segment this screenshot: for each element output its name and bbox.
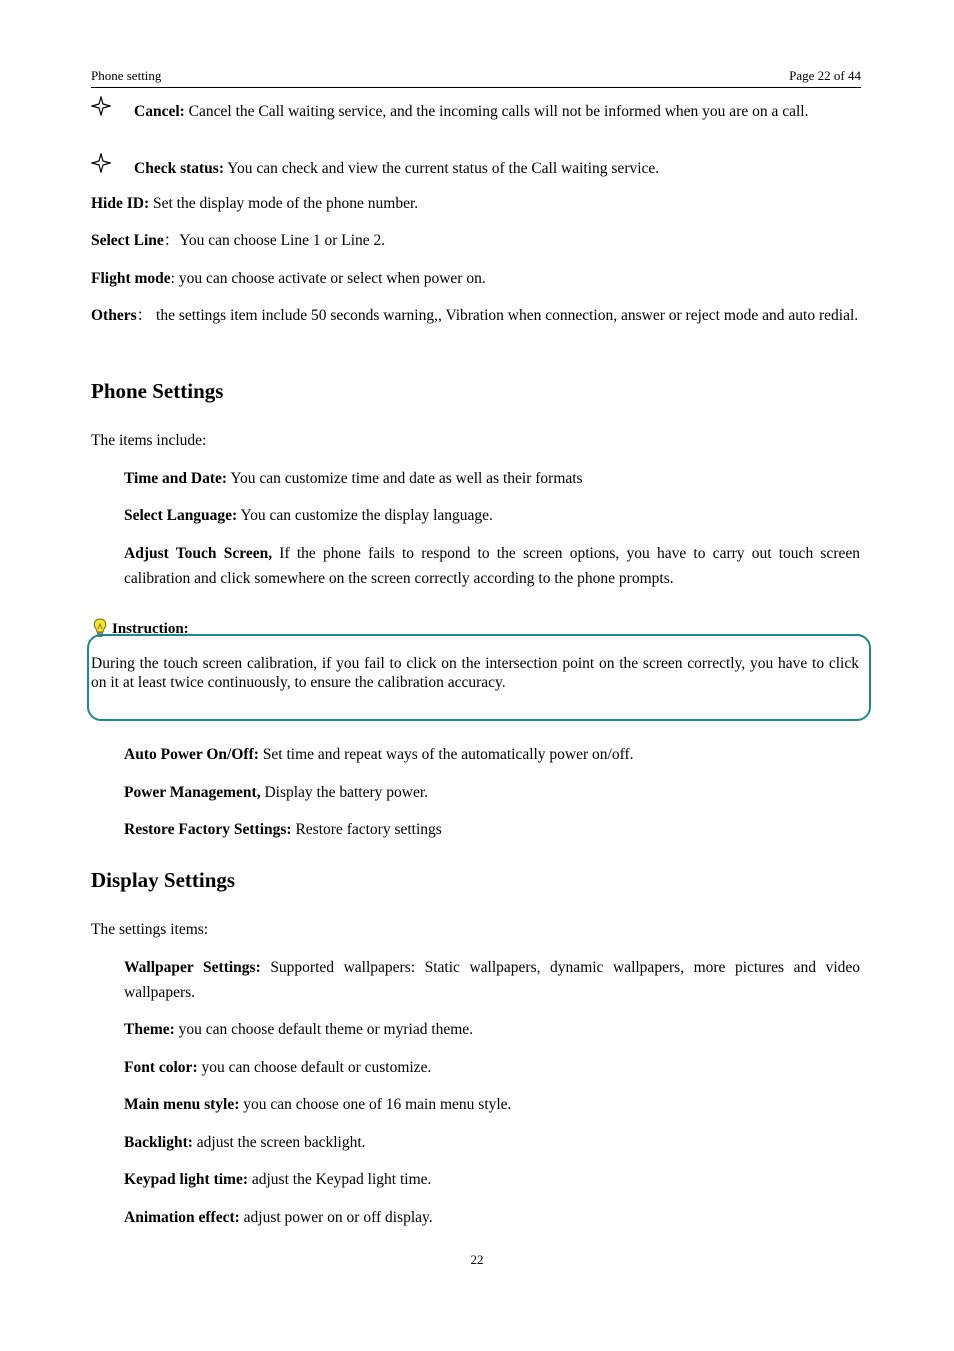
bullet-body: Cancel the Call waiting service, and the incoming calls will not be informed when you are on a call. <box>184 103 809 120</box>
item-label: Auto Power On/Off: <box>124 746 259 763</box>
item-wallpaper-settings <box>124 955 860 1005</box>
item-body: adjust the Keypad light time. <box>248 1171 432 1188</box>
item-label: Font color: <box>124 1059 198 1076</box>
item-keypad-light-time <box>124 1167 860 1192</box>
item-label: Power Management, <box>124 784 261 801</box>
item-label: Hide ID: <box>91 195 150 212</box>
item-theme <box>124 1017 860 1042</box>
item-restore-factory <box>124 817 860 842</box>
item-label: Main menu style: <box>124 1096 240 1113</box>
four-point-star-icon <box>91 96 111 116</box>
page-number: 22 <box>470 1252 484 1267</box>
item-body: If the phone fails to respond to the screen options, you have to carry out touch screen calibration and click somewhere on the screen correctly according to the phone prompts. <box>124 545 860 587</box>
item-flight-mode <box>91 266 860 291</box>
section-intro: The settings items: <box>91 921 209 938</box>
item-adjust-touch-screen <box>124 541 860 591</box>
item-hide-id <box>91 191 860 216</box>
item-label: Backlight: <box>124 1134 193 1151</box>
bullet-label: Cancel: <box>134 103 185 120</box>
item-select-line <box>91 228 860 253</box>
item-body: Set time and repeat ways of the automatically power on/off. <box>258 746 634 763</box>
item-label: Animation effect: <box>124 1209 240 1226</box>
item-body: adjust the screen backlight. <box>192 1134 366 1151</box>
item-time-and-date <box>124 466 860 491</box>
item-label: Wallpaper Settings: <box>124 959 261 976</box>
item-others <box>91 303 860 328</box>
item-power-management <box>124 780 860 805</box>
item-label: Select Line <box>91 232 164 249</box>
item-auto-power <box>124 742 860 767</box>
item-body: adjust power on or off display. <box>239 1209 433 1226</box>
item-body: Supported wallpapers: Static wallpapers, dynamic wallpapers, more pictures and video wallpapers. <box>124 959 861 1001</box>
item-body: you can choose one of 16 main menu style. <box>239 1096 512 1113</box>
item-label: Select Language: <box>124 507 238 524</box>
item-backlight <box>124 1130 860 1155</box>
item-label: Flight mode <box>91 270 171 287</box>
section-heading-display-settings: Display Settings <box>91 868 236 892</box>
item-body: ：You can choose Line 1 or Line 2. <box>163 232 386 249</box>
item-body: You can customize the display language. <box>237 507 493 524</box>
item-animation-effect <box>124 1205 860 1230</box>
item-select-language <box>124 503 860 528</box>
item-body: : you can choose activate or select when power on. <box>170 270 486 287</box>
header-rule <box>91 87 861 88</box>
item-body: Restore factory settings <box>291 821 442 838</box>
instruction-note-text: During the touch screen calibration, if you fail to click on the intersection point on the screen correctly, you have to click on it at least twice continuously, to ensure the calibration accuracy. <box>91 655 859 691</box>
item-label: Others <box>91 307 137 324</box>
item-label: Restore Factory Settings: <box>124 821 292 838</box>
running-header-left: Phone setting <box>91 68 162 83</box>
four-point-star-icon <box>91 153 111 173</box>
item-label: Time and Date: <box>124 470 228 487</box>
item-body: You can customize time and date as well as their formats <box>227 470 583 487</box>
item-body: you can choose default theme or myriad theme. <box>174 1021 474 1038</box>
running-header-right: Page 22 of 44 <box>789 68 861 83</box>
bullet-text <box>134 159 860 178</box>
bullet-label: Check status: <box>134 160 224 177</box>
bullet-text <box>134 102 860 121</box>
item-body: you can choose default or customize. <box>197 1059 432 1076</box>
item-label: Keypad light time: <box>124 1171 248 1188</box>
item-body: Display the battery power. <box>260 784 429 801</box>
item-label: Theme: <box>124 1021 175 1038</box>
item-label: Adjust Touch Screen, <box>124 545 273 562</box>
item-main-menu-style <box>124 1092 860 1117</box>
item-body: Set the display mode of the phone number. <box>149 195 419 212</box>
section-heading-phone-settings: Phone Settings <box>91 379 224 403</box>
section-intro: The items include: <box>91 432 207 449</box>
item-body: ： the settings item include 50 seconds warning,, Vibration when connection, answer or reject mode and auto redial. <box>136 307 859 324</box>
bullet-body: You can check and view the current status of the Call waiting service. <box>224 160 660 177</box>
item-font-color <box>124 1055 860 1080</box>
instruction-label-text: Instruction: <box>112 621 189 637</box>
